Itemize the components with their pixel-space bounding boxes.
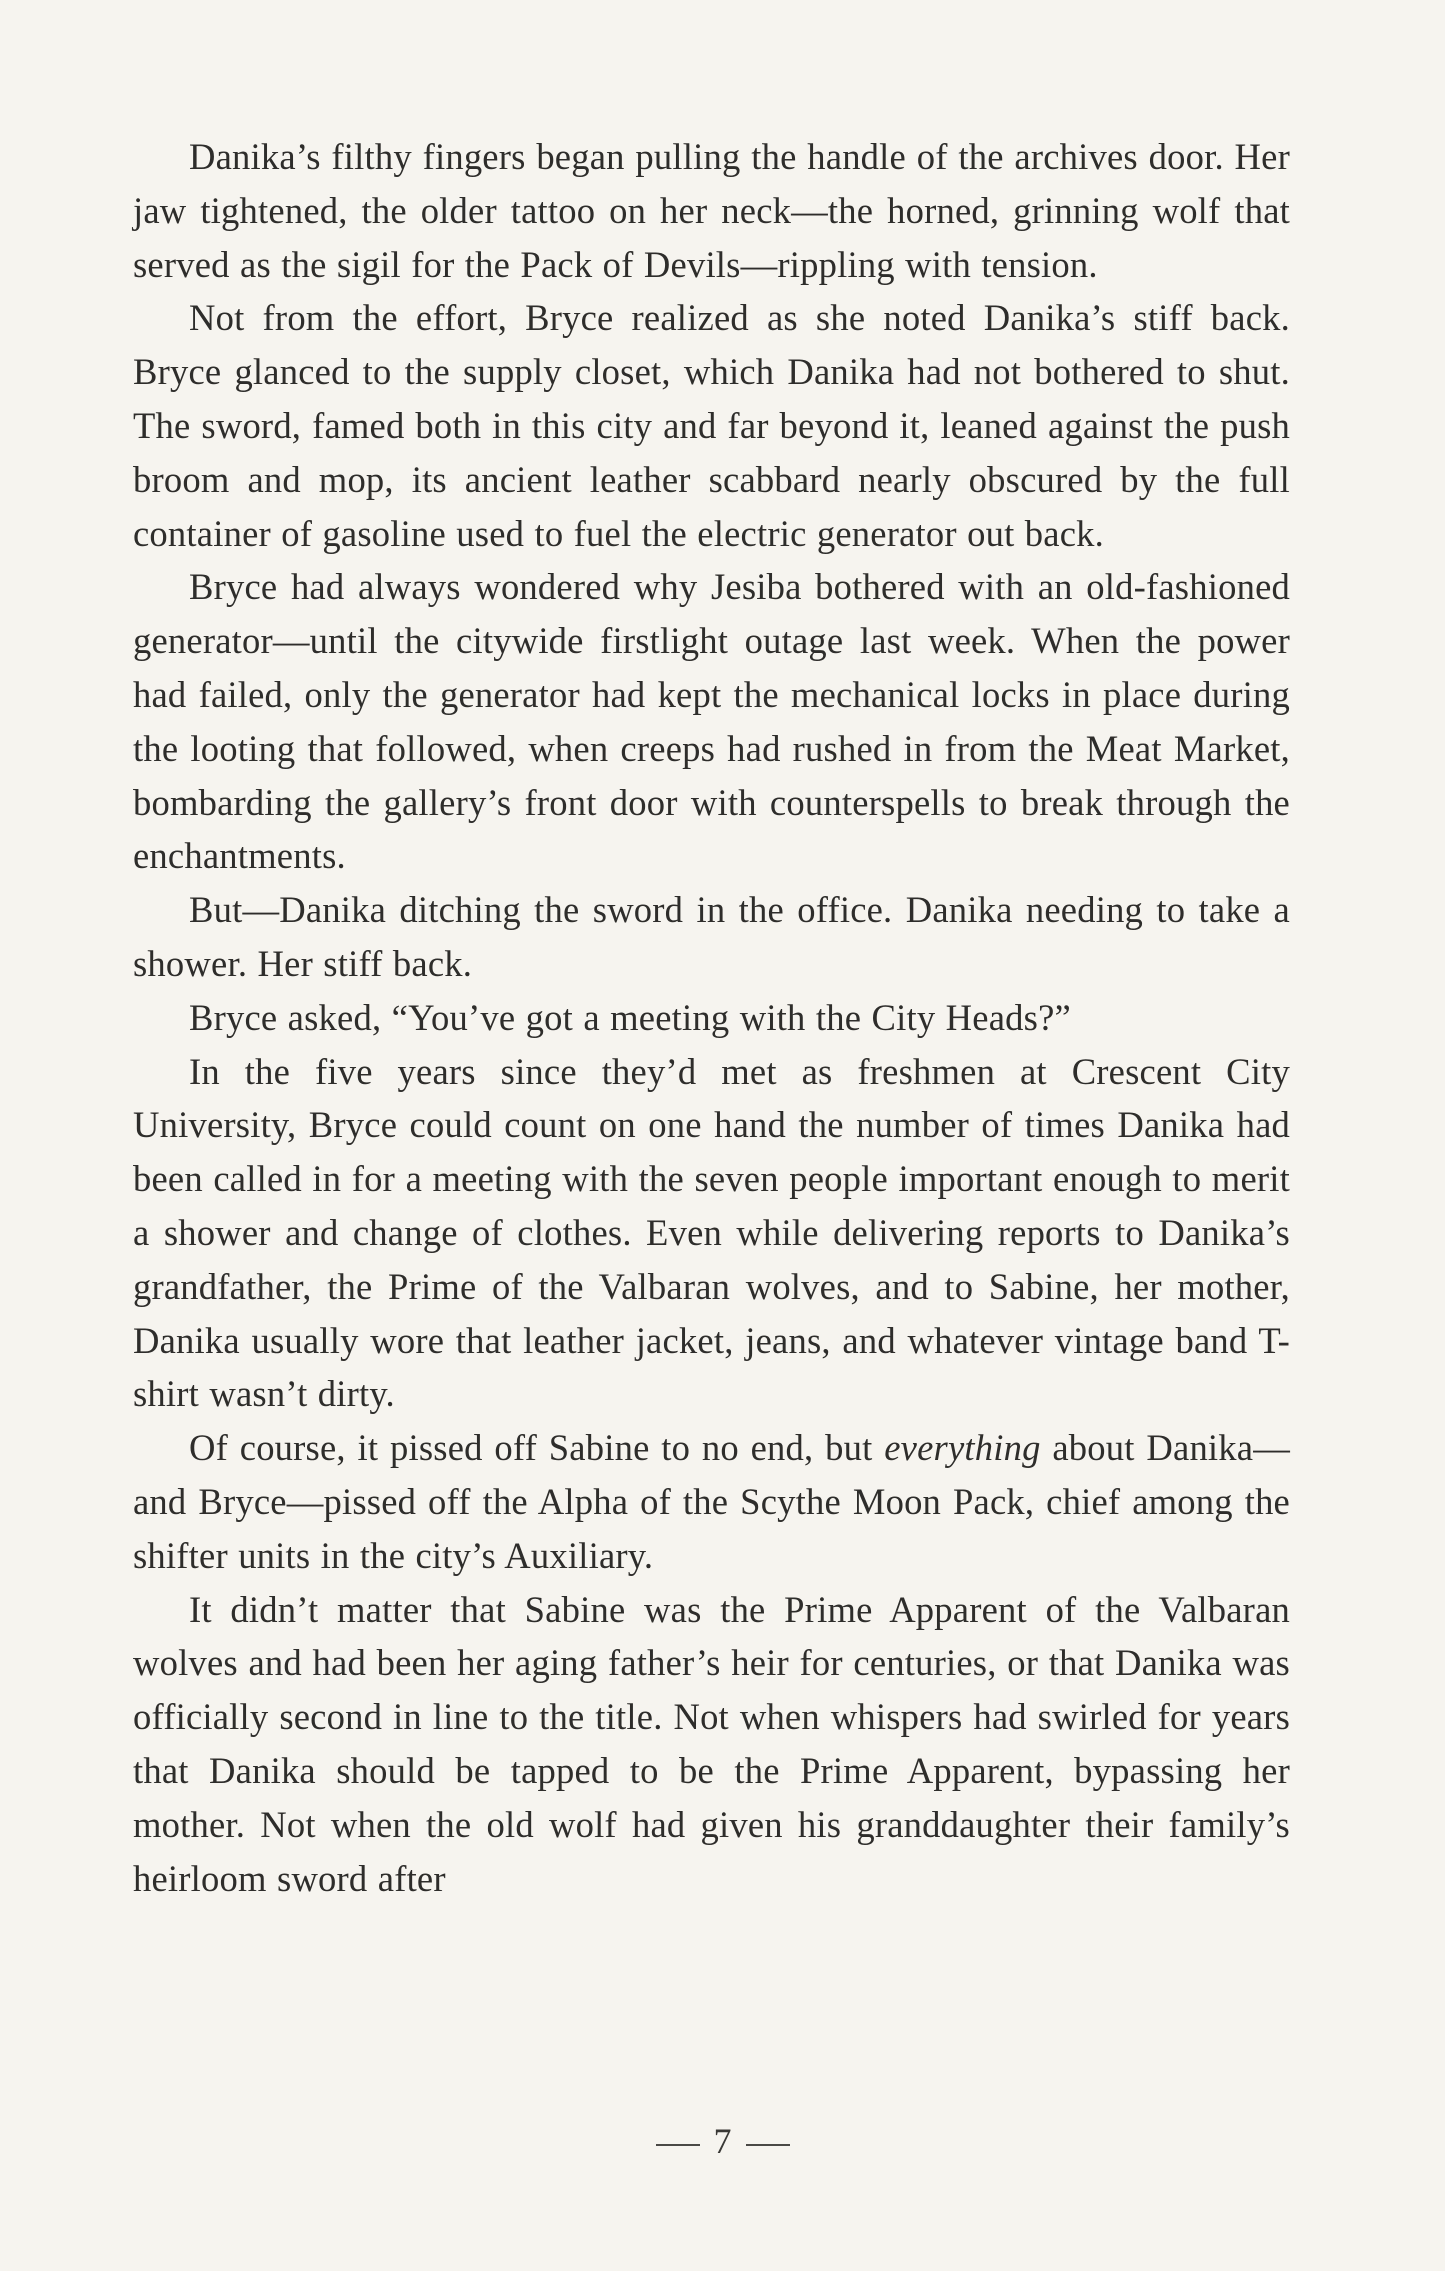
body-text	[133, 130, 1290, 1905]
right-dash-ornament	[746, 2144, 790, 2146]
emphasized-word: everything	[884, 1427, 1041, 1469]
paragraph: It didn’t matter that Sabine was the Prime Apparent of the Valbaran wolves and had been her aging father’s heir for centuries, or that Danika was officially second in line to the title. Not when whispers had swirled for years that Danika should be tapped to be the Prime Apparent, bypassing her mother. Not when the old wolf had given his granddaughter their family’s heirloom sword after	[133, 1588, 1290, 1899]
page-number: 7	[713, 2121, 732, 2161]
paragraph: Not from the effort, Bryce realized as she noted Danika’s stiff back. Bryce glanced to the supply closet, which Danika had not bothered to shut. The sword, famed both in this city and far beyond it, leaned against the push broom and mop, its ancient leather scabbard nearly obscured by the full container of gasoline used to fuel the electric generator out back.	[133, 297, 1290, 554]
paragraph: Danika’s filthy fingers began pulling the handle of the archives door. Her jaw tightened, the older tattoo on her neck—the horned, grinning wolf that served as the sigil for the Pack of Devils—rippling with tension.	[133, 136, 1290, 285]
paragraph-with-emphasis	[133, 1421, 1290, 1582]
paragraph: But—Danika ditching the sword in the office. Danika needing to take a shower. Her stiff back.	[133, 889, 1290, 984]
paragraph: Bryce had always wondered why Jesiba bothered with an old-fashioned generator—until the citywide firstlight outage last week. When the power had failed, only the generator had kept the mechanical locks in place during the looting that followed, when creeps had rushed in from the Meat Market, bombarding the gallery’s front door with counterspells to break through the enchantments.	[133, 566, 1290, 877]
paragraph-text: Of course, it pissed off Sabine to no end, but	[189, 1427, 885, 1469]
page-number-footer	[0, 2120, 1445, 2162]
left-dash-ornament	[656, 2144, 700, 2146]
paragraph: In the five years since they’d met as freshmen at Crescent City University, Bryce could count on one hand the number of times Danika had been called in for a meeting with the seven people important enough to merit a shower and change of clothes. Even while delivering reports to Danika’s grandfather, the Prime of the Valbaran wolves, and to Sabine, her mother, Danika usually wore that leather jacket, jeans, and whatever vintage band T-shirt wasn’t dirty.	[133, 1050, 1290, 1415]
paragraph-text: about Danika—and Bryce—pissed off the Alpha of the Scythe Moon Pack, chief among the shifter units in the city’s Auxiliary.	[133, 1427, 1290, 1576]
paragraph: Bryce asked, “You’ve got a meeting with the City Heads?”	[189, 996, 1071, 1038]
